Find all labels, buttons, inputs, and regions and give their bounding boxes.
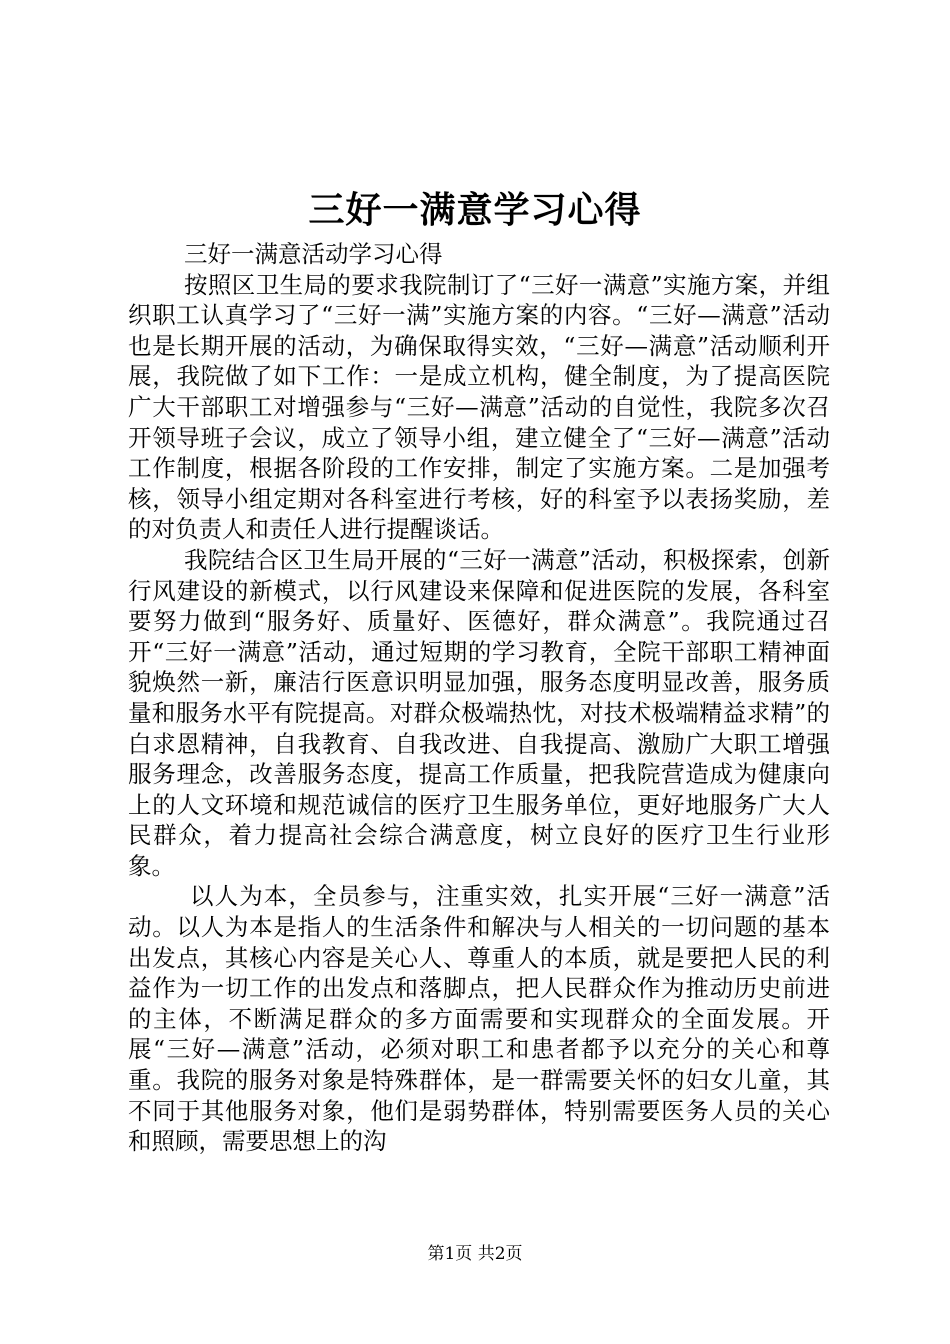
paragraph-3: 以人为本，全员参与，注重实效，扎实开展“三好一满意”活动。以人为本是指人的生活条件和解决与人相关的一切问题的基本出发点，其核心内容是关心人、尊重人的本质，就是要把人民的利益作为一切工作的出发点和落脚点，把人民群众作为推动历史前进的主体，不断满足群众的多方面需要和实现群众的全面发展。开展“三好—满意”活动，必须对职工和患者都予以充分的关心和尊重。我院的服务对象是特殊群体，是一群需要关怀的妇女儿童，其不同于其他服务对象，他们是弱势群体，特别需要医务人员的关心和照顾，需要思想上的沟 — [128, 882, 830, 1156]
document-title: 三好一满意学习心得 — [308, 189, 642, 231]
paragraph-2: 我院结合区卫生局开展的“三好一满意”活动，积极探索，创新行风建设的新模式，以行风建设来保障和促进医院的发展，各科室要努力做到“服务好、质量好、医德好，群众满意”。我院通过召开“三好一满意”活动，通过短期的学习教育，全院干部职工精神面貌焕然一新，廉洁行医意识明显加强，服务态度明显改善，服务质量和服务水平有院提高。对群众极端热忱，对技术极端精益求精”的白求恩精神，自我教育、自我改进、自我提高、激励广大职工增强服务理念，改善服务态度，提高工作质量，把我院营造成为健康向上的人文环境和规范诚信的医疗卫生服务单位，更好地服务广大人民群众，着力提高社会综合满意度，树立良好的医疗卫生行业形象。 — [128, 545, 830, 880]
paragraph-1: 按照区卫生局的要求我院制订了“三好一满意”实施方案，并组织职工认真学习了“三好一满”实施方案的内容。“三好—满意”活动也是长期开展的活动，为确保取得实效，“三好—满意”活动顺利开展，我院做了如下工作：一是成立机构，健全制度，为了提高医院广大干部职工对增强参与“三好—满意”活动的自觉性，我院多次召开领导班子会议，成立了领导小组，建立健全了“三好—满意”活动工作制度，根据各阶段的工作安排，制定了实施方案。二是加强考核，领导小组定期对各科室进行考核，好的科室予以表扬奖励，差的对负责人和责任人进行提醒谈话。 — [128, 270, 830, 544]
document-body — [128, 239, 830, 1157]
document-subtitle: 三好一满意活动学习心得 — [184, 240, 443, 268]
page-number-footer: 第1页 共2页 — [427, 1244, 523, 1264]
